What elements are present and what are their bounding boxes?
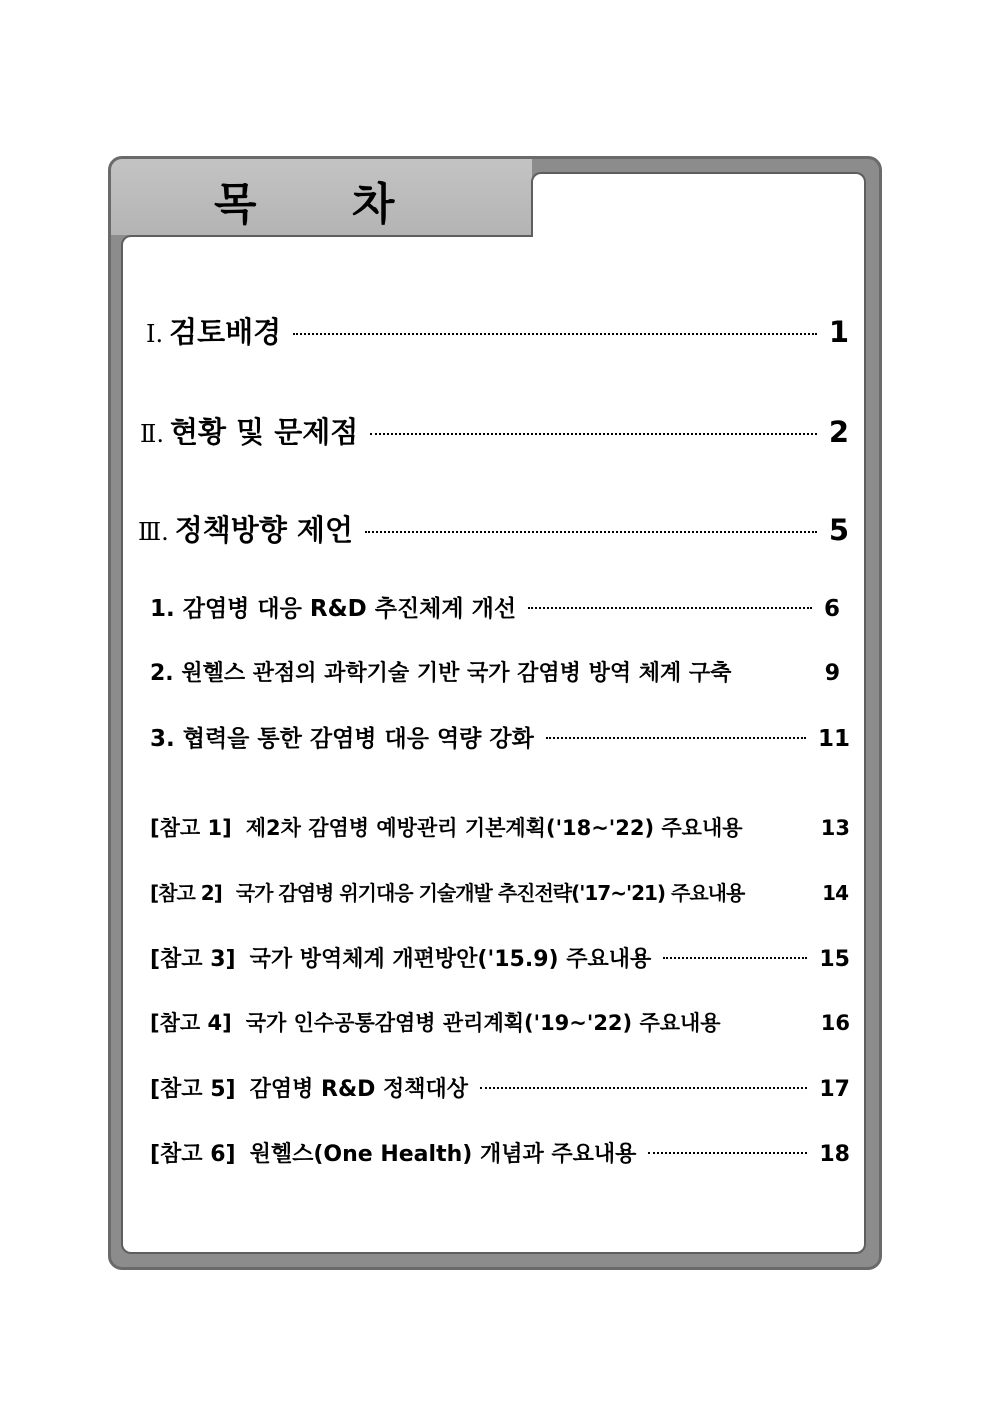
toc-entry-3[interactable] bbox=[138, 508, 849, 549]
toc-ref-1[interactable] bbox=[150, 812, 850, 842]
ref-label: 국가 인수공통감염병 관리계획('19~'22) 주요내용 bbox=[245, 1011, 721, 1035]
page-number: 14 bbox=[822, 881, 848, 905]
page-number: 18 bbox=[819, 1142, 850, 1167]
ref-tag: [참고 2] bbox=[150, 881, 222, 905]
leader-dots bbox=[370, 433, 817, 435]
leader-dots bbox=[546, 737, 806, 739]
section-numeral: Ⅱ. bbox=[140, 420, 164, 448]
leader-dots bbox=[480, 1087, 807, 1089]
ref-tag: [참고 1] bbox=[150, 816, 232, 840]
toc-entry-2[interactable] bbox=[140, 410, 849, 451]
section-label: 정책방향 제언 bbox=[174, 513, 353, 547]
section-numeral: Ⅲ. bbox=[138, 518, 169, 546]
ref-label: 국가 방역체계 개편방안('15.9) 주요내용 bbox=[249, 947, 652, 972]
toc-subentry-3[interactable] bbox=[150, 720, 850, 753]
subsection-label: 2. 원헬스 관점의 과학기술 기반 국가 감염병 방역 체계 구축 bbox=[150, 661, 732, 686]
toc-ref-5[interactable] bbox=[150, 1072, 850, 1103]
toc-ref-2[interactable] bbox=[150, 877, 848, 906]
ref-tag: [참고 3] bbox=[150, 947, 236, 972]
leader-dots bbox=[365, 531, 817, 533]
toc-title: 목 차 bbox=[214, 179, 435, 230]
toc-subentry-1[interactable] bbox=[150, 590, 840, 623]
subsection-label: 1. 감염병 대응 R&D 추진체계 개선 bbox=[150, 596, 517, 622]
section-label: 현황 및 문제점 bbox=[169, 415, 359, 449]
ref-tag: [참고 5] bbox=[150, 1077, 236, 1102]
page-number: 16 bbox=[820, 1011, 850, 1035]
toc-subentry-2[interactable] bbox=[150, 656, 840, 687]
ref-label: 국가 감염병 위기대응 기술개발 추진전략('17~'21) 주요내용 bbox=[235, 881, 745, 905]
page-number: 17 bbox=[819, 1077, 850, 1102]
toc-ref-6[interactable] bbox=[150, 1137, 850, 1168]
leader-dots bbox=[663, 957, 807, 959]
subsection-label: 3. 협력을 통한 감염병 대응 역량 강화 bbox=[150, 726, 534, 752]
leader-dots bbox=[293, 333, 817, 335]
page-number: 11 bbox=[817, 726, 850, 752]
ref-tag: [참고 4] bbox=[150, 1011, 232, 1035]
section-label: 검토배경 bbox=[169, 315, 282, 349]
toc-ref-3[interactable] bbox=[150, 942, 850, 973]
page-number: 5 bbox=[828, 513, 849, 547]
page-number: 13 bbox=[820, 816, 850, 840]
page-number: 15 bbox=[819, 947, 850, 972]
toc-ref-4[interactable] bbox=[150, 1007, 850, 1037]
ref-label: 제2차 감염병 예방관리 기본계획('18~'22) 주요내용 bbox=[245, 816, 743, 840]
page-number: 6 bbox=[823, 596, 840, 622]
page-number: 9 bbox=[824, 661, 840, 686]
ref-label: 원헬스(One Health) 개념과 주요내용 bbox=[249, 1142, 637, 1167]
ref-tag: [참고 6] bbox=[150, 1142, 236, 1167]
toc-entry-1[interactable] bbox=[146, 310, 849, 351]
page-number: 1 bbox=[828, 315, 849, 349]
leader-dots bbox=[528, 607, 812, 609]
leader-dots bbox=[648, 1152, 807, 1154]
page-number: 2 bbox=[828, 415, 849, 449]
section-numeral: Ⅰ. bbox=[146, 320, 164, 348]
ref-label: 감염병 R&D 정책대상 bbox=[249, 1077, 469, 1102]
